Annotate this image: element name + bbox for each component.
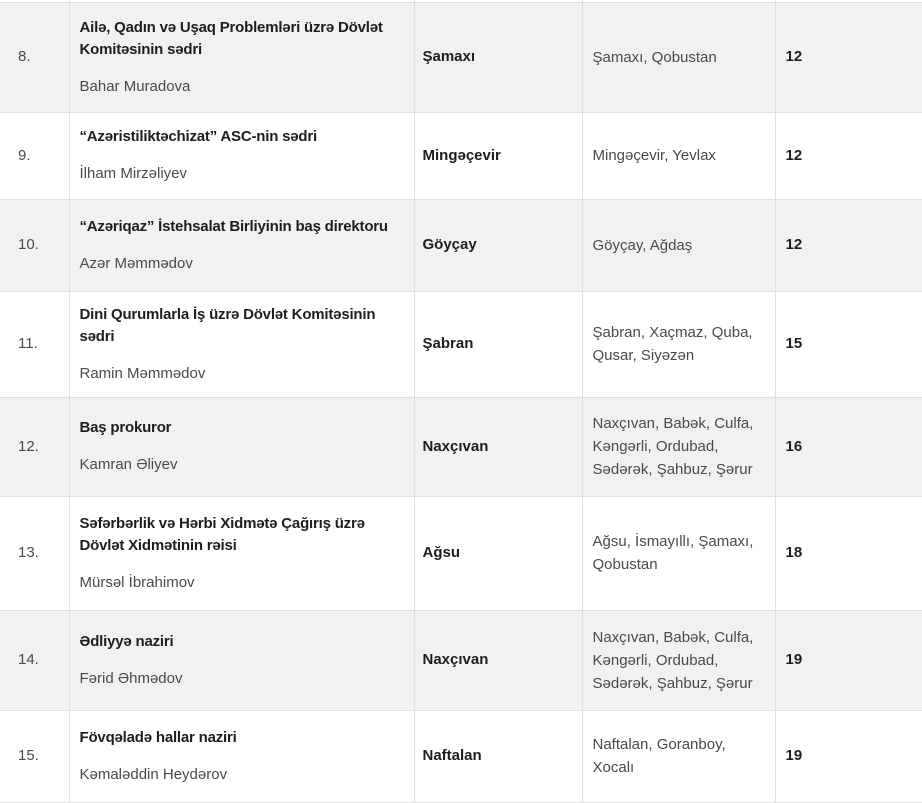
official-name: Azər Məmmədov	[79, 254, 193, 272]
regions-cell: Göyçay, Ağdaş	[582, 199, 775, 291]
count-cell: 18	[775, 496, 922, 610]
official-position-title: “Azəristiliktəchizat” ASC-nin sədri	[79, 128, 317, 145]
official-cell	[69, 710, 414, 802]
row-number: 10.	[0, 199, 69, 291]
table-row	[0, 610, 922, 710]
row-number: 13.	[0, 496, 69, 610]
count-cell: 12	[775, 199, 922, 291]
official-cell	[69, 2, 414, 112]
official-position-title: Baş prokuror	[79, 419, 172, 436]
official-name: Mürsəl İbrahimov	[79, 573, 195, 591]
city-cell: Naxçıvan	[414, 397, 582, 496]
official-position-title: Ailə, Qadın və Uşaq Problemləri üzrə Dövlət Komitəsinin sədri	[79, 18, 383, 58]
official-position-title: Ədliyyə naziri	[79, 632, 174, 650]
official-position-title: Fövqəladə hallar naziri	[79, 728, 237, 746]
official-name: İlham Mirzəliyev	[79, 165, 188, 182]
city-cell: Ağsu	[414, 496, 582, 610]
row-number: 15.	[0, 710, 69, 802]
official-cell	[69, 496, 414, 610]
official-name: Kəmaləddin Heydərov	[79, 765, 228, 783]
regions-cell: Naxçıvan, Babək, Culfa, Kəngərli, Ordubad, Sədərək, Şahbuz, Şərur	[582, 610, 775, 710]
row-number: 9.	[0, 112, 69, 199]
regions-cell: Mingəçevir, Yevlax	[582, 112, 775, 199]
regions-cell: Şabran, Xaçmaz, Quba, Qusar, Siyəzən	[582, 291, 775, 397]
official-position-title: Dini Qurumlarla İş üzrə Dövlət Komitəsinin sədri	[79, 305, 376, 345]
row-number: 11.	[0, 291, 69, 397]
city-cell: Naftalan	[414, 710, 582, 802]
table-row	[0, 710, 922, 802]
table-row	[0, 199, 922, 291]
regions-cell: Ağsu, İsmayıllı, Şamaxı, Qobustan	[582, 496, 775, 610]
row-number: 12.	[0, 397, 69, 496]
official-cell	[69, 397, 414, 496]
official-position-title: “Azəriqaz” İstehsalat Birliyinin baş direktoru	[79, 217, 388, 235]
official-name: Bahar Muradova	[79, 77, 191, 95]
regions-cell: Şamaxı, Qobustan	[582, 2, 775, 112]
city-cell: Mingəçevir	[414, 112, 582, 199]
official-cell	[69, 291, 414, 397]
official-name: Kamran Əliyev	[79, 456, 178, 473]
count-cell: 12	[775, 2, 922, 112]
count-cell: 19	[775, 610, 922, 710]
official-name: Ramin Məmmədov	[79, 364, 206, 382]
official-position-title: Səfərbərlik və Hərbi Xidmətə Çağırış üzrə Dövlət Xidmətinin rəisi	[79, 514, 365, 554]
count-cell: 12	[775, 112, 922, 199]
count-cell: 15	[775, 291, 922, 397]
count-cell: 16	[775, 397, 922, 496]
table-row	[0, 496, 922, 610]
official-cell	[69, 112, 414, 199]
city-cell: Naxçıvan	[414, 610, 582, 710]
city-cell: Şabran	[414, 291, 582, 397]
official-cell	[69, 199, 414, 291]
official-cell	[69, 610, 414, 710]
count-cell: 19	[775, 710, 922, 802]
regions-cell: Naftalan, Goranboy, Xocalı	[582, 710, 775, 802]
regions-cell: Naxçıvan, Babək, Culfa, Kəngərli, Ordubad, Sədərək, Şahbuz, Şərur	[582, 397, 775, 496]
city-cell: Şamaxı	[414, 2, 582, 112]
row-number: 8.	[0, 2, 69, 112]
row-number: 14.	[0, 610, 69, 710]
table-row	[0, 397, 922, 496]
table-row	[0, 112, 922, 199]
table-row	[0, 2, 922, 112]
city-cell: Göyçay	[414, 199, 582, 291]
table-row	[0, 291, 922, 397]
official-name: Fərid Əhmədov	[79, 669, 183, 687]
